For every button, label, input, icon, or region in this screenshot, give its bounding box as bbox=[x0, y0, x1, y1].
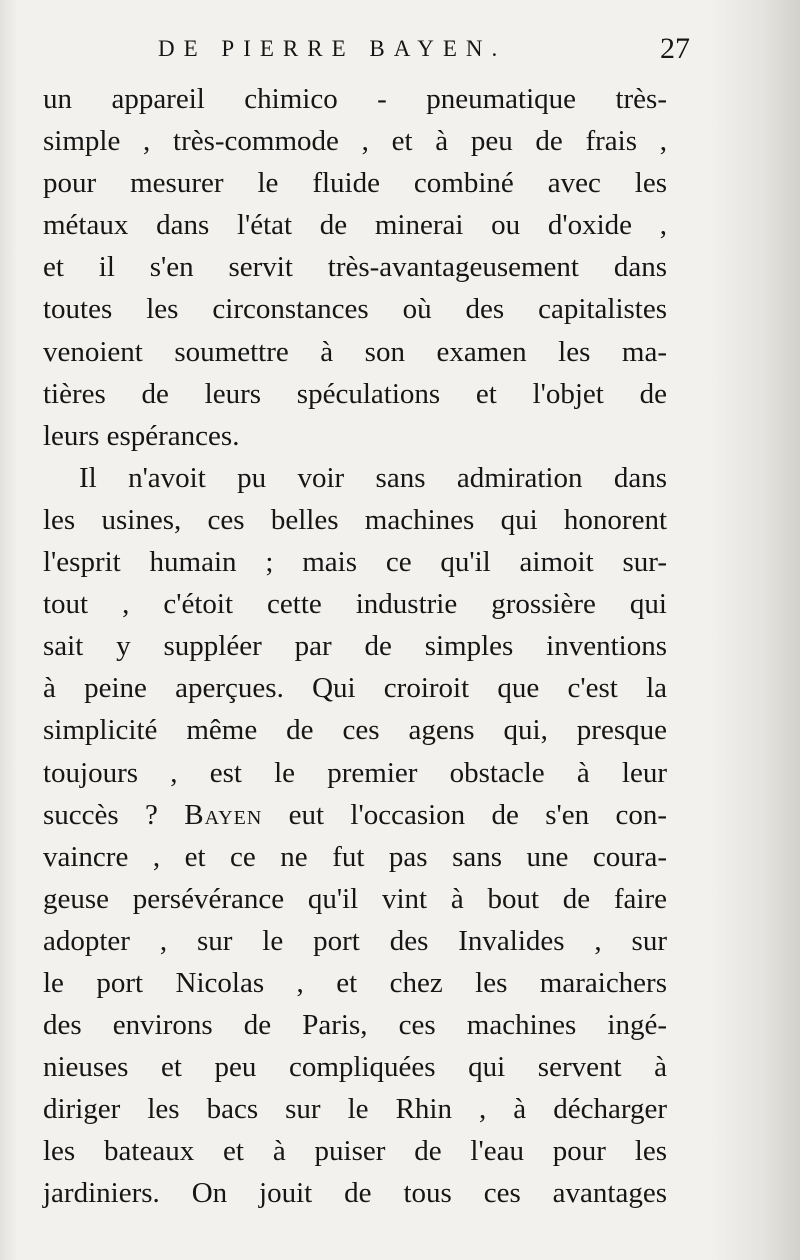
text-line: nieuses et peu compliquées qui servent à bbox=[43, 1051, 667, 1084]
paragraph-start-line: Il n'avoit pu voir sans admiration dans bbox=[79, 461, 667, 494]
body-text bbox=[43, 78, 667, 1215]
text-line: geuse persévérance qu'il vint à bout de faire bbox=[43, 882, 667, 915]
text-line: à peine aperçues. Qui croiroit que c'est la bbox=[43, 672, 667, 705]
text-line: les usines, ces belles machines qui honorent bbox=[43, 503, 667, 536]
text-line: pour mesurer le fluide combiné avec les bbox=[43, 167, 667, 200]
text-line: tout , c'étoit cette industrie grossière qui bbox=[43, 588, 667, 621]
text-line: toutes les circonstances où des capitalistes bbox=[43, 293, 667, 326]
author-name-smallcaps: Bayen bbox=[184, 798, 263, 831]
text-line: adopter , sur le port des Invalides , sur bbox=[43, 924, 667, 957]
text-line: jardiniers. On jouit de tous ces avantages bbox=[43, 1177, 667, 1210]
text-line: des environs de Paris, ces machines ingé- bbox=[43, 1009, 667, 1042]
text-line: simple , très-commode , et à peu de frais , bbox=[43, 125, 667, 158]
text-line: le port Nicolas , et chez les maraichers bbox=[43, 966, 667, 999]
text-line: toujours , est le premier obstacle à leur bbox=[43, 756, 667, 789]
text-line: métaux dans l'état de minerai ou d'oxide , bbox=[43, 209, 667, 242]
text-line: et il s'en servit très-avantageusement dans bbox=[43, 251, 667, 284]
text-line: les bateaux et à puiser de l'eau pour les bbox=[43, 1135, 667, 1168]
text-line: sait y suppléer par de simples inventions bbox=[43, 630, 667, 663]
running-head: DE PIERRE BAYEN. bbox=[158, 36, 507, 61]
page-edge-shadow bbox=[710, 0, 800, 1260]
text-line: diriger les bacs sur le Rhin , à décharger bbox=[43, 1093, 667, 1126]
text-line: leurs espérances. bbox=[43, 419, 240, 452]
page-number: 27 bbox=[660, 32, 690, 65]
text-line: tières de leurs spéculations et l'objet de bbox=[43, 377, 667, 410]
page-header bbox=[40, 32, 690, 76]
text-line: vaincre , et ce ne fut pas sans une coura- bbox=[43, 840, 667, 873]
page-gutter-shadow bbox=[0, 0, 18, 1260]
text-line: venoient soumettre à son examen les ma- bbox=[43, 335, 667, 368]
text-line: simplicité même de ces agens qui, presque bbox=[43, 714, 667, 747]
text-line: un appareil chimico - pneumatique très- bbox=[43, 83, 667, 115]
text-line: l'esprit humain ; mais ce qu'il aimoit sur- bbox=[43, 546, 667, 579]
text-line: succès ? Bayen eut l'occasion de s'en con- bbox=[43, 798, 667, 831]
